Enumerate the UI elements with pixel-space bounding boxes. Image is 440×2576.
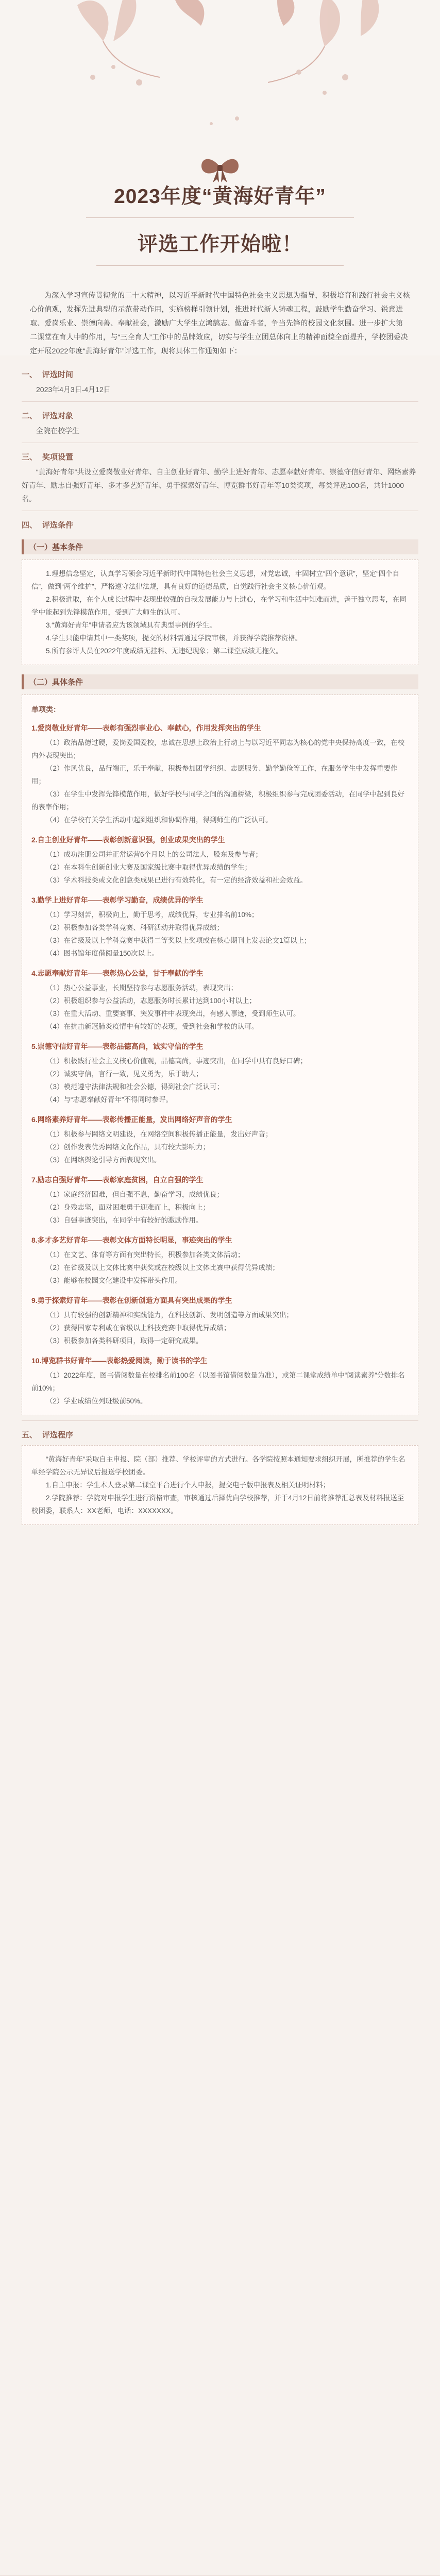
award-item: （3）在学生中发挥先锋模范作用，做好学校与同学之间的沟通桥梁，积极组织参与完成团委活动，在同学中起到良好的表率作用； [31, 790, 405, 811]
hero-banner [0, 0, 440, 355]
basic-criteria-card [22, 560, 418, 665]
process-item: 2.学院推荐：学院对申报学生进行资格审查，审核通过后择优向学校推荐，并于4月12日前将推荐汇总表及材料报送至校团委，联系人：XX老师，电话：XXXXXXX。 [31, 1494, 404, 1515]
award-item: （2）创作发表优秀网络文化作品，具有较大影响力； [46, 1143, 210, 1151]
section-title: 评选对象 [42, 412, 74, 420]
section-awards-body: “黄海好青年”共设立爱岗敬业好青年、自主创业好青年、勤学上进好青年、志愿奉献好青年、崇德守信好青年、网络素养好青年、励志自强好青年、多才多艺好青年、勇于探索好青年、博览群书好青年等10类奖项，每类评选100名，共计1000名。 [22, 468, 416, 503]
award-item: （1）家庭经济困难，但自强不息，勤奋学习，成绩优良； [46, 1191, 224, 1198]
section-time-heading [22, 369, 418, 380]
award-title: 10.博览群书好青年——表彰热爱阅读，勤于读书的学生 [31, 1357, 208, 1365]
title-divider [96, 265, 344, 266]
title-line-2: 评选工作开始啦！ [137, 233, 302, 256]
basic-item: 4.学生只能申请其中一类奖项，提交的材料需通过学院审核，并获得学院推荐资格。 [46, 634, 302, 642]
award-item: （1）积极践行社会主义核心价值观，品德高尚，事迹突出，在同学中具有良好口碑； [46, 1057, 308, 1065]
basic-item: 5.所有参评人员在2022年度成绩无挂科、无违纪现象；第二课堂成绩无拖欠。 [46, 647, 283, 655]
award-title: 3.勤学上进好青年——表彰学习勤奋，成绩优异的学生 [31, 896, 204, 904]
basic-item: 1.理想信念坚定，认真学习领会习近平新时代中国特色社会主义思想，对党忠诚，牢固树立“四个意识”，坚定“四个自信”，做到“两个维护”，严格遵守法律法规，具有良好的道德品质，自觉践行社会主义核心价值观。 [31, 570, 400, 590]
award-item: （3）能够在校园文化建设中发挥带头作用。 [46, 1277, 182, 1284]
process-card [22, 1445, 418, 1525]
award-title: 5.崇德守信好青年——表彰品德高尚，诚实守信的学生 [31, 1042, 204, 1050]
award-item: （2）身残志坚，面对困难勇于迎难而上，积极向上； [46, 1204, 210, 1211]
award-item: （2）诚实守信，言行一致，见义勇为，乐于助人； [46, 1070, 203, 1078]
page-title [75, 180, 365, 266]
section-title: 评选时间 [42, 370, 74, 379]
section-target-body: 全院在校学生 [36, 427, 79, 435]
award-item: （2）积极组织参与公益活动，志愿服务时长累计达到100小时以上； [46, 997, 257, 1005]
process-item: 1.自主申报：学生本人登录第二课堂平台进行个人申报，提交电子版申报表及相关证明材料； [46, 1481, 330, 1489]
divider [22, 401, 418, 402]
award-item: （2）获得国家专利或在省级以上科技竞赛中取得优异成绩； [46, 1324, 231, 1332]
intro-paragraph: 为深入学习宣传贯彻党的二十大精神，以习近平新时代中国特色社会主义思想为指导，积极培育和践行社会主义核心价值观，发挥先进典型的示范带动作用，实施榜样引领计划，推进时代新人铸魂工程，鼓励学生勤奋学习、锐意进取、爱岗乐业、崇德向善、奉献社会，激励广大学生立鸿鹄志、做奋斗者，争当先锋的校园文化氛围。进一步扩大第二课堂在育人中的作用，与“三全育人”工作中的品牌效应，切实与学生立团总体向上的精神面貌全面提升，学校团委决定开展2022年度“黄海好青年”评选工作，现将具体工作通知如下： [30, 291, 410, 355]
award-item: （1）2022年度，图书借阅数量在校排名前100名（以图书馆借阅数量为准），或第二课堂成绩单中“阅读素养”分数排名前10%； [31, 1371, 405, 1392]
award-title: 4.志愿奉献好青年——表彰热心公益，甘于奉献的学生 [31, 969, 204, 977]
award-item: （2）学业成绩位列班级前50%。 [46, 1397, 147, 1405]
section-title: 评选程序 [42, 1431, 74, 1439]
award-item: （4）图书馆年度借阅量150次以上。 [46, 950, 159, 957]
award-item: （1）积极参与网络文明建设，在网络空间积极传播正能量，发出好声音； [46, 1130, 273, 1138]
basic-item: 2.积极进取，在个人成长过程中表现出较强的自我发展能力与上进心，在学习和生活中知难而进，善于独立思考，在同学中能起到先锋模范作用，受到广大师生的认可。 [31, 596, 407, 616]
award-item: （1）具有较强的创新精神和实践能力，在科技创新、发明创造等方面成果突出； [46, 1311, 294, 1319]
award-item: （2）在本科生创新创业大赛及国家级比赛中取得优异成绩的学生； [46, 863, 252, 871]
award-item: （3）积极参加各类科研项目，取得一定研究成果。 [46, 1337, 203, 1345]
main-content [0, 361, 440, 1530]
award-title: 2.自主创业好青年——表彰创新意识强，创业成果突出的学生 [31, 836, 225, 844]
award-title: 1.爱岗敬业好青年——表彰有强烈事业心、奉献心，作用发挥突出的学生 [31, 724, 261, 732]
award-title: 8.多才多艺好青年——表彰文体方面特长明显，事迹突出的学生 [31, 1236, 232, 1244]
dots-decoration [82, 62, 361, 134]
process-item: “黄海好青年”采取自主申报、院（部）推荐、学校评审的方式进行。各学院按照本通知要求组织开展，所推荐的学生名单经学院公示无异议后报送学校团委。 [31, 1455, 405, 1476]
award-title: 6.网络素养好青年——表彰传播正能量，发出网络好声音的学生 [31, 1115, 232, 1124]
bow-icon [198, 154, 242, 183]
section-time-body: 2023年4月3日-4月12日 [36, 385, 111, 394]
section-process-heading [22, 1429, 418, 1440]
section-number: 一、 [22, 370, 38, 379]
section-number: 四、 [22, 521, 38, 530]
award-item: （1）学习刻苦，积极向上，勤于思考，成绩优异，专业排名前10%； [46, 911, 259, 919]
award-item: （4）在学校有关学生活动中起到组织和协调作用，得到师生的广泛认可。 [46, 816, 273, 824]
award-item: （3）自强事迹突出，在同学中有较好的激励作用。 [46, 1216, 203, 1224]
award-item: （3）在重大活动、重要赛事、突发事件中表现突出，有感人事迹，受到师生认可。 [46, 1010, 300, 1018]
award-item: （1）在文艺、体育等方面有突出特长，积极参加各类文体活动； [46, 1251, 245, 1259]
specific-criteria-card [22, 694, 418, 1415]
title-divider [86, 217, 354, 218]
award-item: （3）模范遵守法律法规和社会公德，得到社会广泛认可； [46, 1083, 224, 1091]
section-title: 评选条件 [42, 521, 74, 530]
award-item: （1）成功注册公司并正常运营6个月以上的公司法人，股东及参与者； [46, 851, 263, 858]
unit-label: 单项类： [31, 705, 60, 714]
award-item: （1）政治品德过硬，爱岗爱国爱校，忠诚在思想上政治上行动上与以习近平同志为核心的党中央保持高度一致，在校内外表现突出； [31, 739, 405, 759]
award-item: （1）热心公益事业，长期坚持参与志愿服务活动，表现突出； [46, 984, 238, 992]
award-item: （3）在网络舆论引导方面表现突出。 [46, 1156, 161, 1164]
award-item: （2）在省级及以上文体比赛中获奖或在校级以上文体比赛中获得优异成绩； [46, 1264, 280, 1272]
divider [22, 1420, 418, 1421]
award-title: 9.勇于探索好青年——表彰在创新创造方面具有突出成果的学生 [31, 1296, 232, 1304]
section-title: 奖项设置 [42, 453, 74, 462]
basic-criteria-heading: （一）基本条件 [22, 539, 418, 554]
basic-item: 3.“黄海好青年”申请者应为该领域具有典型事例的学生。 [46, 621, 216, 629]
award-item: （2）积极参加各类学科竞赛、科研活动并取得优异成绩； [46, 924, 224, 931]
award-item: （4）与“志愿奉献好青年”不得同时参评。 [46, 1096, 173, 1104]
specific-criteria-heading: （二）具体条件 [22, 674, 418, 689]
section-criteria-heading [22, 519, 418, 530]
award-item: （3）学术科技类或文化创意类成果已进行有效转化，有一定的经济效益和社会效益。 [46, 876, 308, 884]
award-item: （4）在抗击新冠肺炎疫情中有较好的表现，受到社会和学校的认可。 [46, 1023, 259, 1030]
award-item: （3）在省级及以上学科竞赛中获得二等奖以上奖项或在核心期刊上发表论文1篇以上； [46, 937, 311, 944]
section-number: 三、 [22, 453, 38, 462]
award-title: 7.励志自强好青年——表彰家庭贫困，自立自强的学生 [31, 1176, 204, 1184]
award-item: （2）作风优良，品行端正，乐于奉献，积极参加团学组织、志愿服务、勤学勤俭等工作，在服务学生中发挥重要作用； [31, 765, 398, 785]
section-number: 二、 [22, 412, 38, 420]
section-target-heading [22, 410, 418, 421]
section-number: 五、 [22, 1431, 38, 1439]
section-awards-heading [22, 451, 418, 462]
title-line-1: 2023年度“黄海好青年” [114, 185, 326, 208]
